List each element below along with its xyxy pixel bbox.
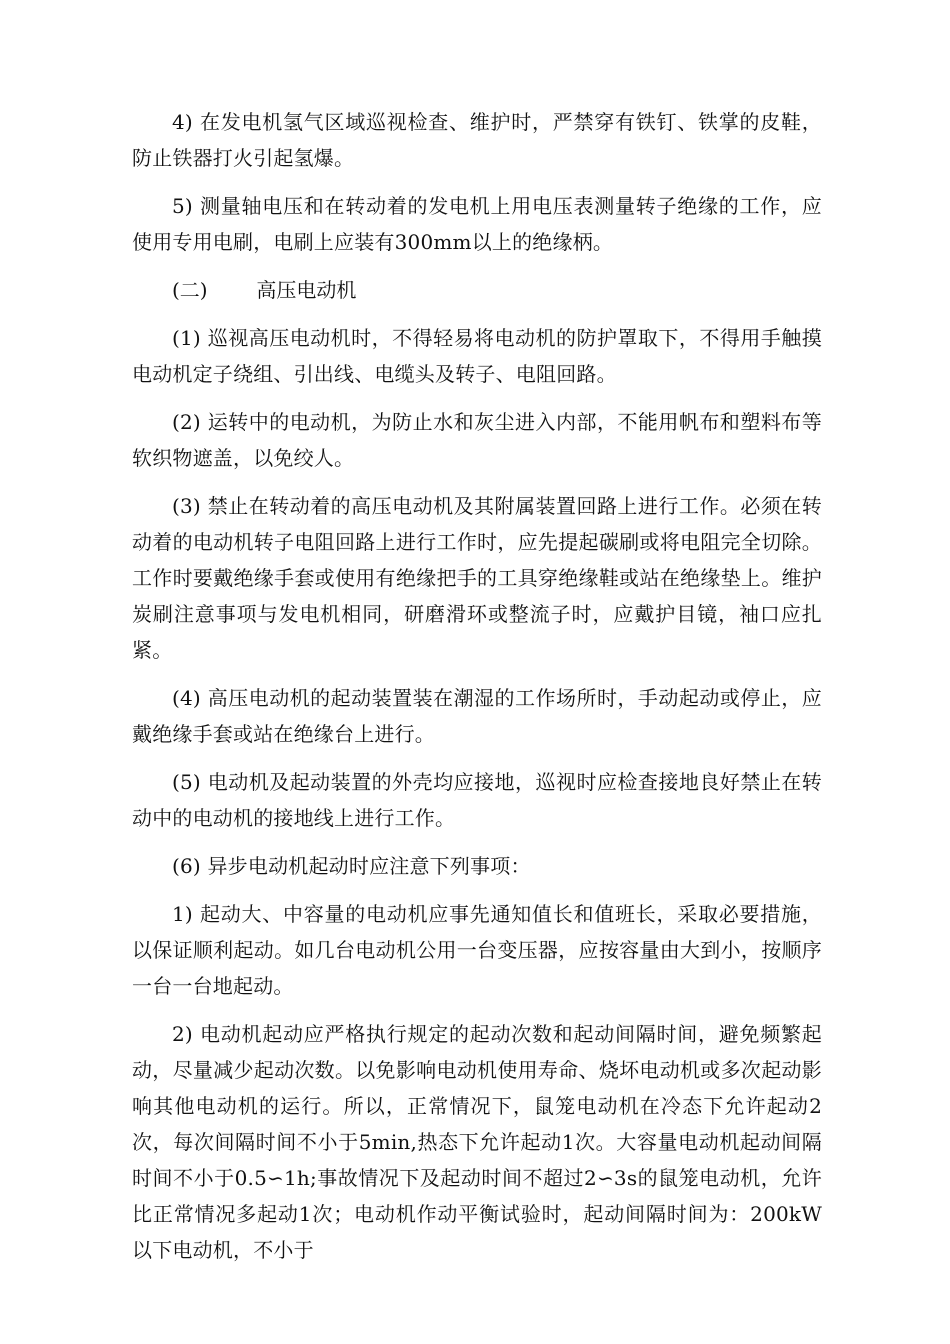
paragraph-1: (1) 巡视高压电动机时，不得轻易将电动机的防护罩取下，不得用手触摸电动机定子绕组、引出线、电缆头及转子、电阻回路。 — [132, 326, 822, 386]
paragraph-2: (2) 运转中的电动机，为防止水和灰尘进入内部，不能用帆布和塑料布等软织物遮盖，以免绞人。 — [132, 410, 822, 470]
paragraph-item-4: 4) 在发电机氢气区域巡视检查、维护时，严禁穿有铁钉、铁掌的皮鞋，防止铁器打火引起氢爆。 — [132, 110, 822, 170]
section-heading — [132, 272, 822, 308]
document-body — [132, 104, 822, 1280]
section-title: 高压电动机 — [256, 278, 357, 302]
section-number: (二) — [172, 278, 208, 302]
paragraph-6: (6) 异步电动机起动时应注意下列事项： — [172, 854, 531, 878]
paragraph-6-sub-2: 2) 电动机起动应严格执行规定的起动次数和起动间隔时间，避免频繁起动，尽量减少起动次数。以免影响电动机使用寿命、烧坏电动机或多次起动影响其他电动机的运行。所以，正常情况下，鼠笼电动机在冷态下允许起动2次，每次间隔时间不小于5min,热态下允许起动1次。大容量电动机起动间隔时间不小于0.5∽1h;事故情况下及起动时间不超过2∽3s的鼠笼电动机，允许比正常情况多起动1次；电动机作动平衡试验时，起动间隔时间为：200kW以下电动机，不小于 — [132, 1022, 822, 1262]
paragraph-6-sub-1: 1) 起动大、中容量的电动机应事先通知值长和值班长，采取必要措施，以保证顺利起动。如几台电动机公用一台变压器，应按容量由大到小，按顺序一台一台地起动。 — [132, 902, 822, 998]
paragraph-4: (4) 高压电动机的起动装置装在潮湿的工作场所时，手动起动或停止，应戴绝缘手套或站在绝缘台上进行。 — [132, 686, 822, 746]
paragraph-item-5: 5) 测量轴电压和在转动着的发电机上用电压表测量转子绝缘的工作，应使用专用电刷，电刷上应装有300mm以上的绝缘柄。 — [132, 194, 822, 254]
paragraph-5: (5) 电动机及起动装置的外壳均应接地，巡视时应检查接地良好禁止在转动中的电动机的接地线上进行工作。 — [132, 770, 822, 830]
paragraph-3: (3) 禁止在转动着的高压电动机及其附属装置回路上进行工作。必须在转动着的电动机转子电阻回路上进行工作时，应先提起碳刷或将电阻完全切除。工作时要戴绝缘手套或使用有绝缘把手的工具穿绝缘鞋或站在绝缘垫上。维护炭刷注意事项与发电机相同，研磨滑环或整流子时，应戴护目镜，袖口应扎紧。 — [132, 494, 822, 662]
